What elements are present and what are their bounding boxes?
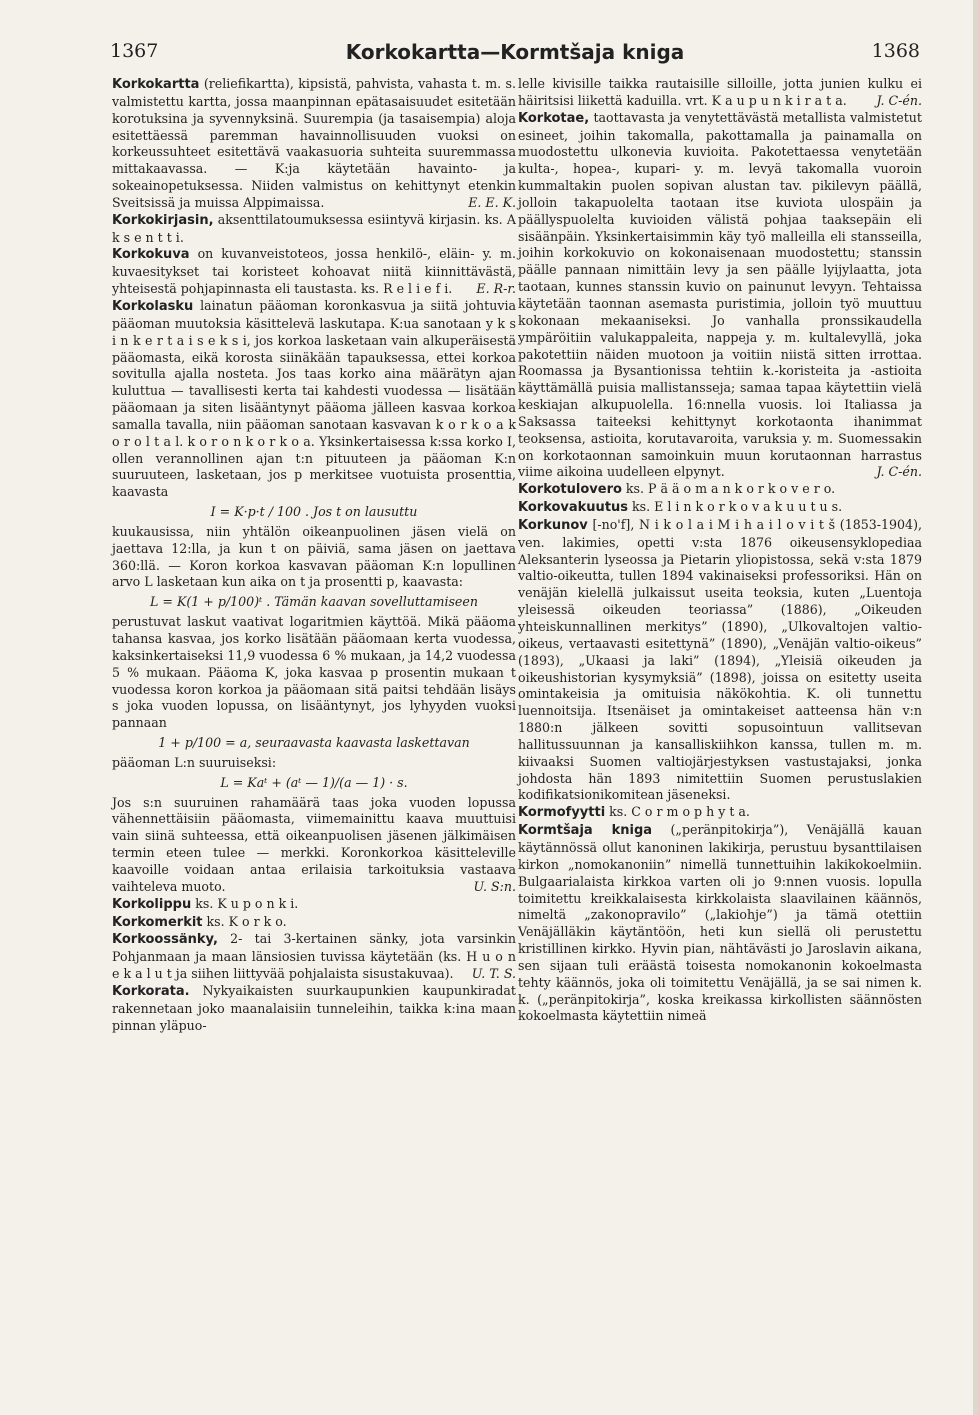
dictionary-entry [518,76,922,110]
author-signature: J. C-én. [876,92,922,108]
math-formula: L = K(1 + p/100)ᵗ . Tämän kaavan sovelluttamiseen [150,594,478,610]
entry-body: lelle kivisille taikka rautaisille silloille, jotta junien kulku ei häiritsisi liikettä kaduilla. vrt. K a u p u n k i r a t a. [518,76,922,108]
dictionary-entry [518,499,922,517]
entry-headword: Korkovakuutus [518,500,629,516]
page-edge [973,0,979,1415]
dictionary-entry [112,76,516,212]
entry-headword: Korkokuva [112,247,190,263]
entry-body: pääoman L:n suuruiseksi: [112,754,277,770]
dictionary-entry [112,246,516,298]
running-title: Korkokartta—Kormtšaja kniga [345,40,685,64]
author-signature: U. S:n. [473,878,516,894]
entry-body: [-no'f], N i k o l a i M i h a i l o v i t š (1853-1904), ven. lakimies, opetti v:sta 1876 oikeusensyklopediaa Aleksanterin lyseossa ja Pietarin yliopistossa, sekä v:sta 1879 valtio-oikeutta, tullen 1894 vakinaiseksi professoriksi. Hän on venäjän kielellä julkaissut useita teoksia, kuten „Luentoja yleisessä oikeuden teoriassa” (1886), „Oikeuden yhteiskunnallinen merkitys” (1890), „Ulkovaltojen valtio-oikeus, vertaavasti esitettynä” (1890), „Venäjän valtio-oikeus” (1893), „Ukaasi ja laki” (1894), „Yleisiä oikeuden ja oikeushistorian kysymyksiä” (1898), joissa on esitetty useita omintakeisia ja omituisia näkökohtia. K. oli tunnettu luennoitsija. Itsenäiset ja omintakeiset aatteensa hän v:n 1880:n jälkeen sovitti sopusointuun vallitsevan hallitussuunnan ja kansalliskiihkon kanssa, tullen m. m. kiivaaksi Suomen valtiojärjestyksen vastustajaksi, jonka johdosta hän 1893 nimitettiin Suomen perustuslakien kodifikatsionikomitean jäseneksi. [518,516,922,803]
entry-headword: Korkolippu [112,896,192,912]
entry-headword: Kormtšaja kniga [518,823,653,839]
dictionary-entry [518,822,922,1025]
entry-headword: Korkunov [518,517,588,533]
right-page-number: 1368 [871,40,920,62]
math-formula: 1 + p/100 = a, seuraavasta kaavasta laskettavan [158,735,470,751]
dictionary-entry [112,298,516,501]
entry-headword: Kormofyytti [518,805,606,821]
left-column [112,76,516,1034]
entry-body: kuukausissa, niin yhtälön oikeanpuolinen jäsen vielä on jaettava 12:lla, ja kun t on päiviä, sama jäsen on jaettava 360:llä. — Koron korkoa kasvavan pääoman K:n lopullinen arvo L lasketaan kun aika on t ja prosentti p, kaavasta: [112,523,516,590]
left-page-number: 1367 [110,40,159,62]
entry-headword: Korkoossänky, [112,932,218,948]
entry-body: ks. E l i n k o r k o v a k u u t u s. [632,499,843,515]
entry-body: ks. C o r m o p h y t a. [609,804,750,820]
entry-headword: Korkotulovero [518,482,622,498]
math-formula: L = Kaᵗ + (aᵗ — 1)/(a — 1) · s. [220,774,408,790]
entry-body: ks. K o r k o. [206,913,287,929]
entry-body: on kuvanveistoteos, jossa henkilö-, eläin- y. m. kuvaesitykset tai koristeet kohoavat niitä kiinnittävästä, yhteisestä pohjapinnasta eli taustasta. ks. R e l i e f i. [112,246,516,297]
dictionary-entry [112,212,516,247]
author-signature: E. R-r. [476,281,516,297]
entry-headword: Korkorata. [112,983,190,999]
dictionary-entry [518,517,922,804]
dictionary-entry [112,795,516,896]
dictionary-entry [518,481,922,499]
entry-body: aksenttilatoumuksessa esiintyvä kirjasin. ks. A k s e n t t i. [112,211,516,245]
dictionary-entry [518,804,922,822]
author-signature: E. E. K. [468,194,516,210]
right-column [518,76,922,1025]
math-formula: I = K·p·t / 100 . Jos t on lausuttu [210,504,418,520]
entry-body: Jos s:n suuruinen rahamäärä taas joka vuoden lopussa vähennettäisiin pääomasta, viimemainittu kaava muuttuisi vain siinä suhteessa, että oikeanpuolisen jäsenen jälkimäisen termin eteen tulee — merkki. Koronkorkoa käsitteleville kaavoille voidaan antaa erilaisia tarkoituksia vastaava vaihteleva muoto. [112,794,516,894]
entry-body: 2- tai 3-kertainen sänky, jota varsinkin Pohjanmaan ja maan länsiosien tuvissa käytetään (ks. H u o n e k a l u t ja siihen liittyvää pohjalaista sisustakuvaa). [112,931,516,982]
dictionary-entry [112,896,516,914]
entry-headword: Korkokartta [112,77,200,92]
entry-headword: Korkokirjasin, [112,212,214,228]
entry-body: perustuvat laskut vaativat logaritmien käyttöä. Mikä pääoma tahansa kasvaa, jos korko lisätään pääomaan kerta vuodessa, kaksinkertaiseksi 11,9 vuodessa 6 % mukaan, ja 14,2 vuodessa 5 % mukaan. Pääoma K, joka kasvaa p prosentin mukaan t vuodessa koron korkoa ja pääomaan sitä paitsi tehdään lisäys s joka vuoden lopussa, on lisääntynyt, jos lyhyyden vuoksi pannaan [112,614,516,731]
dictionary-entry [112,524,516,591]
entry-headword: Korkomerkit [112,914,203,930]
page-header [110,40,920,70]
dictionary-entry [112,914,516,932]
entry-headword: Korkolasku [112,298,194,314]
dictionary-entry [112,755,516,772]
author-signature: U. T. S. [471,966,516,982]
entry-headword: Korkotae, [518,110,590,126]
entry-body: Nykyaikaisten suurkaupunkien kaupunkiradat rakennetaan joko maanalaisiin tunneleihin, taikka k:ina maan pinnan yläpuo- [112,982,516,1033]
entry-body: taottavasta ja venytettävästä metallista valmistetut esineet, joihin takomalla, pakottamalla ja painamalla on muodostettu ulkonevia kuvioita. Pakotettaessa venytetään kulta-, hopea-, kupari- y. m. levyä takomalla vuoroin kummaltakin puolen sopivan alustan tav. pikilevyn päällä, jolloin takapuolelta taotaan itse kuviota ulospäin ja päällyspuolelta kuvioiden välistä pohjaa taaksepäin eli sisäänpäin. Yksinkertaisimmin käy työ malleilla eli stansseilla, joihin korkokuvio on kokonaisenaan muodostettu; stanssin päälle pannaan nimittäin levy ja sen päälle lyijylaatta, jota taotaan, kunnes stanssin kuvio on painunut levyyn. Tehtaissa käytetään taonnan asemasta puristimia, jolloin työ muuttuu kokonaan mekaaniseksi. Jo vanhalla pronssikaudella ympäröitiin valukappaleita, nappeja y. m. kultalevyllä, joka pakotettiin näiden muotoon ja voitiin niistä sitten irrottaa. Roomassa ja Bysantionissa tehtiin k.-koristeita ja -astioita käyttämällä puisia mallistansseja; samaa tapaa käytettiin vielä keskiajan alkupuolella. 16:nnella vuosis. loi Italiassa ja Saksassa taiteeksi kehittynyt korkotaonta ihanimmat teoksensa, astioita, korutavaroita, varuksia y. m. Suomessakin on korkotaonnan samoinkuin muun korutaonnan harrastus viime aikoina uudelleen elpynyt. [518,109,922,480]
dictionary-entry [112,983,516,1035]
entry-body: ks. P ä ä o m a n k o r k o v e r o. [625,481,836,497]
author-signature: J. C-én. [876,464,922,480]
entry-body: lainatun pääoman koronkasvua ja siitä johtuvia pääoman muutoksia käsittelevä laskutapa. K:ua sanotaan y k s i n k e r t a i s e k s i, jos korkoa lasketaan vain alkuperäisestä pääomasta, eikä korosta siinäkään tapauksessa, ettei korkoa sovitulla ajalla nosteta. Jos taas korko aina määrätyn ajan kuluttua — tavallisesti kerta tai kahdesti vuodessa — lisätään pääomaan ja siten lisääntynyt pääoma jälleen kasvaa korkoa samalla tavalla, niin pääoman sanotaan kasvavan k o r k o a k o r o l t a l. k o r o n k o r k o a. Yksinkertaisessa k:ssa korko I, ollen verannollinen ajan t:n pituuteen ja pääoman K:n suuruuteen, lasketaan, jos p merkitsee vuotuista prosenttia, kaavasta [112,297,516,500]
entry-body: ks. K u p o n k i. [195,895,299,911]
dictionary-entry [518,110,922,482]
entry-body: („peränpitokirja”), Venäjällä kauan käytännössä ollut kanoninen lakikirja, perustuu bysanttilaisen kirkon „nomokanoniin” nimellä tunnettuihin lakikokoelmiin. Bulgaarialaista kirkkoa varten oli jo 9:nnen vuosis. lopulla toimitettu kreikkalaisesta kirkkolaista slaavilainen käännös, nimeltä „zakonopravilo” („lakiohje”) ja tämä otettiin Venäjälläkin käytäntöön, heti kun siellä oli perustettu kristillinen kirkko. Hyvin pian, nähtävästi jo Jaroslavin aikana, sen sijaan tuli eräästä toisesta nomokanonin kokoelmasta tehty käännös, joka oli toimitettu Venäjällä, ja se sai nimen k. k. („peränpitokirja”, koska kreikassa kirkollisten säännösten kokoelmasta käytettiin nimeä [518,822,922,1024]
entry-body: (reliefikartta), kipsistä, pahvista, vahasta t. m. s. valmistettu kartta, jossa maanpinnan epätasaisuudet esitetään korotuksina ja syvennyksinä. Suurempia (ja tasaisempia) aloja esitettäessä paremman havainnollisuuden vuoksi on korkeussuhteet esitettävä vaakasuoria suhteita suuremmassa mittakaavassa. — K:ja käytetään havainto- ja sokeainopetuksessa. Niiden valmistus on kehittynyt etenkin Sveitsissä ja muissa Alppimaissa. [112,76,516,210]
dictionary-entry [112,614,516,732]
dictionary-entry [112,931,516,983]
